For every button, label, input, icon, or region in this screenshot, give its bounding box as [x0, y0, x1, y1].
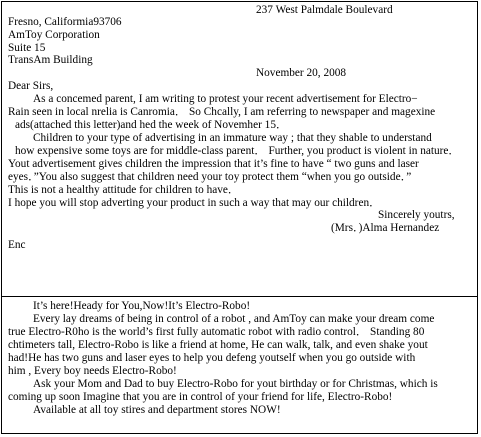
ad-line: coming up soon Imagine that you are in control of your friend for life, Electro-Robo! [8, 391, 393, 403]
body-line: I hope you will stop adverting your product in such a way that may our children． [8, 197, 381, 209]
body-line: eyes．”You also suggest that children need your toy protect them “when you go outside．” [8, 171, 412, 183]
body-line: ads(attached this letter)and hed the week of Novemher 15． [15, 119, 288, 131]
closing: Sincerely youtrs, [378, 209, 455, 221]
ad-line: had!He has two guns and laser eyes to help you defeng youtself when you go outside with [8, 352, 416, 364]
advertisement [2, 298, 477, 434]
enclosure-note: Enc [8, 239, 26, 251]
recipient-building: TransAm Building [8, 54, 93, 66]
sender-street: 237 West Palmdale Boulevard [256, 4, 393, 16]
recipient-company: AmToy Corporation [8, 29, 100, 41]
body-line: Yout advertisement gives children the impression that it’s fine to have “ two guns and laser [8, 158, 419, 170]
sender-city: Fresno, Califormia93706 [8, 16, 122, 28]
salutation: Dear Sirs, [8, 80, 54, 92]
recipient-suite: Suite 15 [8, 42, 46, 54]
ad-line: Available at all toy stires and department stores NOW! [33, 404, 281, 416]
ad-line: Every lay dreams of being in control of a robot , and AmToy can make your dream come [33, 313, 435, 325]
signature: (Mrs．)Alma Hernandez [331, 222, 440, 234]
body-line: Children to your type of advertising in an immature way ; that they shable to understand [33, 132, 432, 144]
ad-line: him , Every boy needs Electro-Robo! [8, 365, 177, 377]
ad-line: Ask your Mom and Dad to buy Electro-Robo for yout birthday or for Christmas, which is [33, 378, 438, 390]
body-line: Rain seen in local nrelia is Canromia． So Chcally, I am referring to newspaper and magexine [8, 106, 436, 118]
ad-line: chtimeters tall, Electro-Robo is like a friend at home, He can walk, talk, and even shake yout [8, 339, 428, 351]
letter-date: November 20, 2008 [256, 67, 347, 79]
body-line: how expensive some toys are for middle-class parent． Further, you product is violent in nature． [15, 145, 460, 157]
ad-line: true Electro-R0ho is the world’s first fully automatic robot with radio control． Standing 80 [8, 326, 425, 338]
body-line: This is not a healthy attitude for children to have． [8, 184, 240, 196]
ad-line: It’s here!Heady for You,Now!It’s Electro-Robo! [33, 300, 251, 312]
section-divider [2, 296, 477, 297]
body-line: As a concemed parent, I am writing to protest your recent advertisement for Electro− [33, 93, 418, 105]
document-frame [1, 1, 478, 434]
protest-letter [2, 2, 477, 297]
